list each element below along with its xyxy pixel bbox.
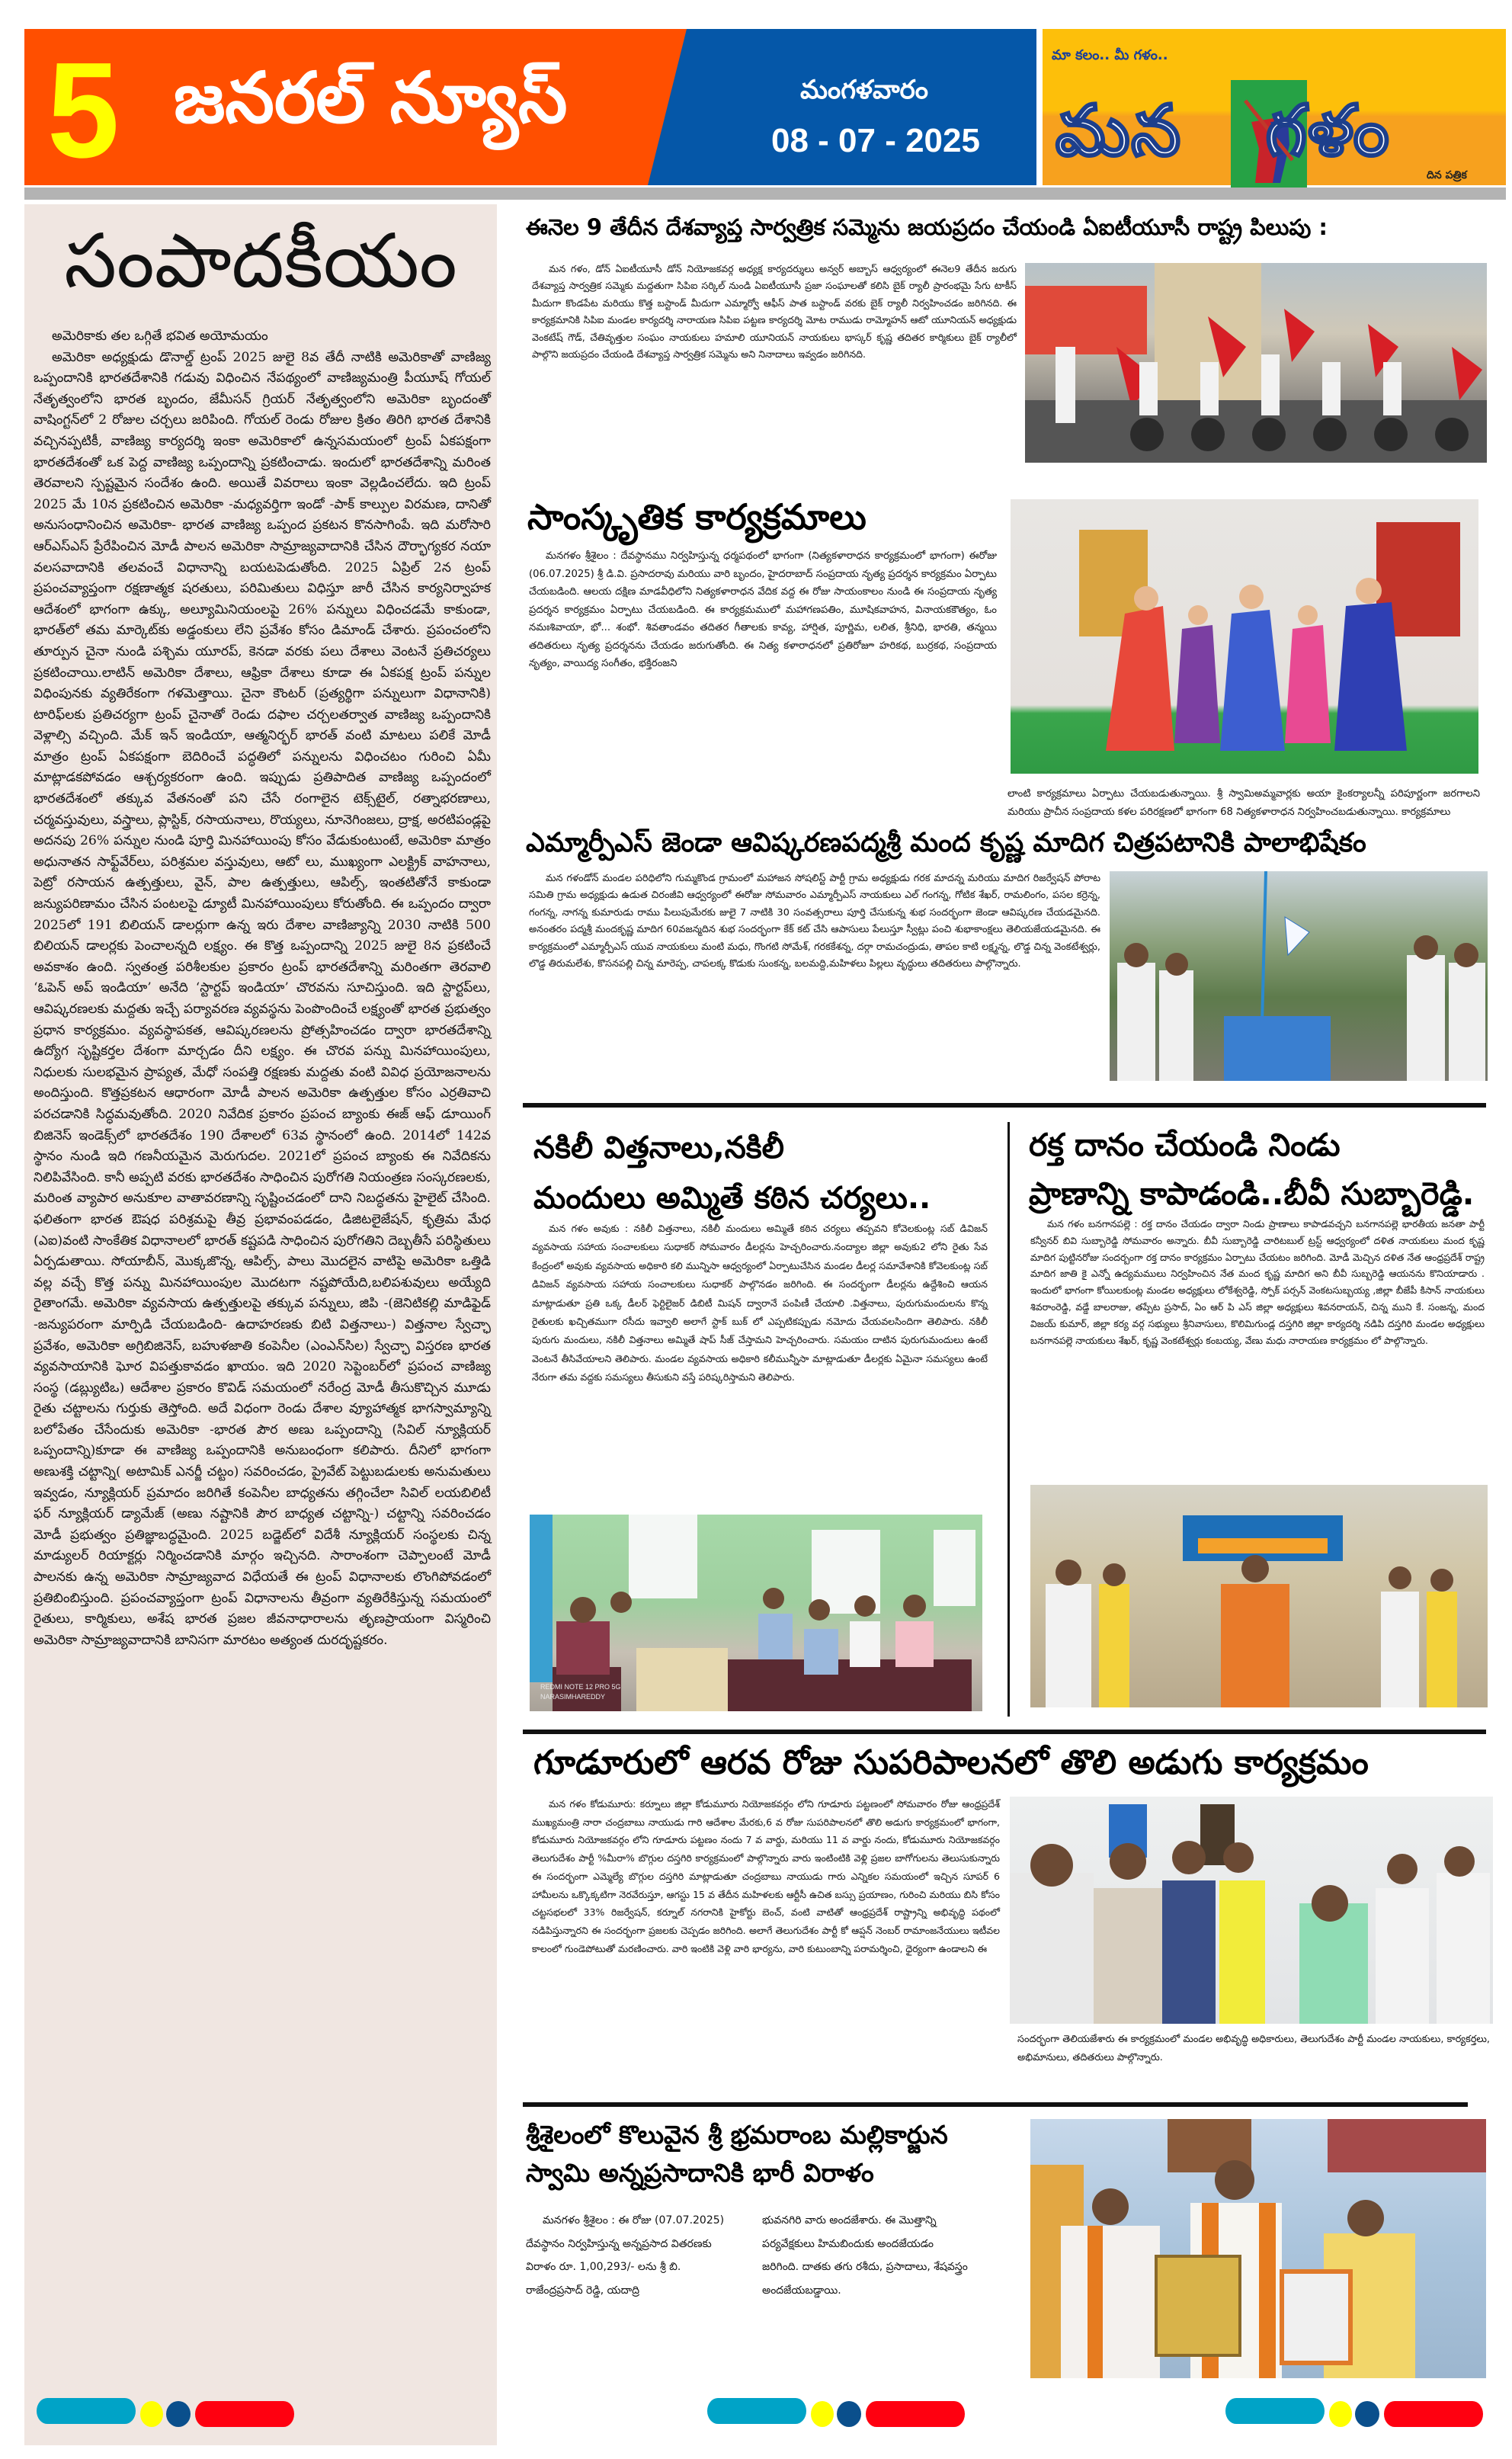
article-2-headline: సాంస్కృతిక కార్యక్రమాలు [527, 496, 867, 537]
article-3-photo [1110, 871, 1488, 1081]
editorial-subtitle: అమెరికాకు తల ఒగ్గితే భవిత అయోమయం [52, 329, 268, 344]
article-1-body [532, 261, 1017, 363]
article-6-headline: గూడూరులో ఆరవ రోజు సుపరిపాలనలో తొలి అడుగు కార్యక్రమం [533, 1743, 1369, 1782]
article-7-photo [1030, 2119, 1486, 2378]
article-6-continued-text: సందర్భంగా తెలియజేశారు ఈ కార్యక్రమంలో మండల అభివృద్ధి అధికారులు, తెలుగుదేశం పార్టీ మండల నాయకులు, కార్యకర్తలు, అభిమానులు, తదితరులు పాల్గొన్నారు. [1017, 2034, 1490, 2063]
article-4-headline-line2: మందులు అమ్మితే కఠిన చర్యలు.. [533, 1181, 931, 1216]
article-2-body-continued [1007, 785, 1480, 821]
article-4-headline [533, 1123, 931, 1223]
article-6-photo [1010, 1797, 1493, 2024]
article-2-photo [1011, 499, 1478, 774]
article-5-headline [1029, 1120, 1474, 1218]
article-4-body [532, 1220, 988, 1387]
article-7-headline [526, 2116, 948, 2192]
article-3-headline: ఎమ్మార్పీఎస్ జెండా ఆవిష్కరణపద్మశ్రీ మంద కృష్ణ మాదిగ చిత్రపటానికి పాలాభిషేకం [526, 828, 1366, 858]
editorial-text: అమెరికా అధ్యక్షుడు డొనాల్డ్ ట్రంప్ 2025 జులై 8వ తేదీ నాటికి అమెరికాతో వాణిజ్య ఒప్పందానికి భారతదేశానికి గడువు విధించిన నేపథ్యంలో వాణిజ్యమంత్రి పీయూష్ గోయల్ నేతృత్వంలోని భారత బృందం, జేమీసన్ గ్రియర్ నేతృత్వంలోని అమెరికా బృందంతో వాషింగ్టన్‌లో 2 రోజుల చర్చలు జరిపింది. గోయల్ రెండు రోజుల క్రితం తిరిగి భారత దేశానికి వచ్చినప్పటికీ, వాణిజ్య కార్యదర్శి ఇంకా అమెరికాలో ఉన్నసమయంలో ట్రంప్ ఏకపక్షంగా భారతదేశంతో ఒక పెద్ద వాణిజ్య ఒప్పందాన్ని ప్రకటించాడు. ఇందులో భారతదేశాన్ని మరింత తెరవాలని స్పష్టమైన సందేశం ఉంది. అయితే వివరాలు ఇంకా వెల్లడించలేదు. ఇది ట్రంప్ 2025 మే 10న ప్రకటించిన అమెరికా -మధ్యవర్తిగా ఇండో -పాక్ కాల్పుల విరమణ, దానితో అనుసంధానించిన అమెరికా- భారత వాణిజ్య ఒప్పంద ప్రకటన కొనసాగింపే. ఇది మరోసారి ఆర్‌ఎస్‌ఎస్ ప్రేరేపించిన మోడీ పాలన అమెరికా సామ్రాజ్యవాదానికి చేసిన దౌర్భాగ్యకర నయా వలసవాదానికి తలవంచే విధానాన్ని బయటపెడుతోంది. 2025 ఏప్రిల్ 2న ట్రంప్ ప్రపంచవ్యాప్తంగా రక్షణాత్మక షరతులు, పరిమితులు విధిస్తూ జారీ చేసిన కార్యనిర్వాహక ఆదేశంలో భాగంగా ఉక్కు, అల్యూమినియంలపై 26% పన్నులు విధించడమే కాకుండా, భారత్‌లో తమ మార్కెట్‌కు అడ్డంకులు లేని ప్రవేశం కోసం డిమాండ్ చేశారు. ప్రపంచంలోని తూర్పున చైనా నుండి పశ్చిమ యూరప్, కెనడా వరకు పలు దేశాలు వెంటనే ప్రతిచర్యలు ప్రకటించాయి.లాటిన్ అమెరికా దేశాలు, ఆఫ్రికా దేశాలు కూడా ఈ ఏకపక్ష ట్రంప్ పన్నుల విధింపునకు వ్యతిరేకంగా గళమెత్తాయి. చైనా కౌంటర్ (ప్రత్యర్థిగా పన్నులుగా విధానానికి) టారిఫ్‌లకు ప్రతిచర్యగా ట్రంప్ చైనాతో రెండు దఫాల చర్చలతర్వాత వాణిజ్య ఒప్పందానికి వెళ్లాల్సి వచ్చింది. మేక్ ఇన్ ఇండియా, ఆత్మనిర్భర్ భారత్ వంటి మాటలు పలికే మోడీ మాత్రం ట్రంప్ ఏకపక్షంగా బెదిరించే పద్ధతిలో పన్నులను విధించటం గురించి ఏమీ మాట్లాడకపోవడం ఆశ్చర్యకరంగా ఉంది. ఇప్పుడు ప్రతిపాదిత వాణిజ్య ఒప్పందంలో భారతదేశంలో తక్కువ వేతనంతో పని చేసే రంగాలైన టెక్స్‌టైల్, రత్నాభరణాలు, చర్మవస్తువులు, వస్త్రాలు, ప్లాస్టిక్, రసాయనాలు, రొయ్యలు, నూనెగింజలు, ద్రాక్ష, అరటిపండ్లపై అదనపు 26% పన్నుల నుండి పూర్తి మినహాయింపు కోసం వేడుకుంటుంటే, అమెరికా మాత్రం అధునాతన సాఫ్ట్‌వేర్‌లు, పరిశ్రమల వస్తువులు, ఆటో లు, ముఖ్యంగా ఎలక్ట్రిక్ వాహనాలు, పెట్రో రసాయన ఉత్పత్తులు, వైన్, పాల ఉత్పత్తులు, ఆపిల్స్, ఇంతటితోనే కాకుండా జన్యుపరిణామం చేసిన పంటలపై డ్యూటీ మినహాయింపులు కోరుతోంది. ఈ ఒప్పందం ద్వారా 2025లో 191 బిలియన్ డాలర్లుగా ఉన్న ఇరు దేశాల వాణిజ్యాన్ని 2030 నాటికి 500 బిలియన్ డాలర్లకు పెంచాలన్నది లక్ష్యం. ఈ కొత్త ఒప్పందాన్ని 2025 జులై 8న ప్రకటించే అవకాశం ఉంది. స్వతంత్ర పరిశీలకుల ప్రకారం ట్రంప్ భారతదేశాన్ని మరింతగా తెరవాలి ‘ఓపెన్ అప్ ఇండియా’ అనేది ‘స్టార్టప్ ఇండియా’ చొరవను సూచిస్తుంది. ఇది స్టార్టప్‌లు, ఆవిష్కరణలకు మద్దతు ఇచ్చే పర్యావరణ వ్యవస్థను పెంపొందించే లక్ష్యంతో భారత ప్రభుత్వం ప్రధాన కార్యక్రమం. వ్యవస్థాపకత, ఆవిష్కరణలను ప్రోత్సహించడం ద్వారా భారతదేశాన్ని ఉద్యోగ సృష్టికర్తల దేశంగా మార్చడం దీని లక్ష్యం. ఈ చొరవ పన్ను మినహాయింపులు, నిధులకు సులభమైన ప్రాప్యత, మేధో సంపత్తి రక్షణకు మద్దతు వంటి వివిధ ప్రయోజనాలను అందిస్తుంది. కొత్తప్రకటన ఆధారంగా మోడీ పాలన అమెరికా ఉత్పత్తుల కోసం ఎర్రతివాచి పరచడానికి సిద్ధమవుతోంది. 2020 నివేదిక ప్రకారం ప్రపంచ బ్యాంకు ఈజ్ ఆఫ్ డూయింగ్ బిజినెస్ ఇండెక్స్‌లో భారతదేశం 190 దేశాలలో 63వ స్థానంలో ఉంది. 2014లో 142వ స్థానం నుండి ఇది గణనీయమైన మెరుగుదల. 2021లో ప్రపంచ బ్యాంకు ఈ నివేదికను నిలిపివేసింది. కానీ అప్పటి వరకు భారతదేశం సాధించిన పురోగతి నియంత్రణ సంస్కరణలకు, మరింత వ్యాపార అనుకూల వాతావరణాన్ని సృష్టించడంలో దాని నిబద్ధతను హైలైట్ చేసింది. ఫలితంగా భారత ఔషధ పరిశ్రమపై తీవ్ర ప్రభావంపడడం, డిజిటలైజేషన్, కృత్రిమ మేధ (ఎఐ)వంటి సాంకేతిక విధానాలలో భారత్ కష్టపడి సాధించిన పురోగతిని దెబ్బతీసే పరిస్థితులు ఏర్పడుతాయి. సోయాబీన్, మొక్కజొన్న, ఆపిల్స్, పాలు మొదలైన వాటిపై అమెరికా ఒత్తిడి వల్ల వచ్చే కొత్త పన్ను మినహాయింపుల మొదటగా నష్టపోయేది,బలిపశువులు అయ్యేది రైతాంగమే. అమెరికా వ్యవసాయ ఉత్పత్తులపై తక్కువ పన్నులు, జిపి -(జెనిటికల్లి మాడిఫైడ్ -జన్యుపరంగా మార్పిడి చేయబడింది- ఉదాహరణకు బిటి విత్తనాలు-) విత్తనాల స్వేచ్ఛా ప్రవేశం, అమెరికా అగ్రిబిజినెస్, బహుళజాతి కంపెనీల (ఎంఎన్‌సిల) స్వేచ్ఛా విస్తరణ భారత వ్యవసాయానికి ఘోర విపత్తుకావడం ఖాయం. ఇది 2020 సెప్టెంబర్‌లో ప్రపంచ వాణిజ్య సంస్థ (డబ్ల్యుటిఒ) ఆదేశాల ప్రకారం కొవిడ్ సమయంలో నరేంద్ర మోడీ తీసుకొచ్చిన మూడు రైతు చట్టాలను గుర్తుకు తెస్తోంది. అదే విధంగా రెండు దేశాల వ్యూహాత్మక భాగస్వామ్యాన్ని బలోపేతం చేసేందుకు అమెరికా -భారత పౌర అణు ఒప్పందాన్ని (సివిల్ న్యూక్లియర్ ఒప్పందాన్ని)కూడా ఈ వాణిజ్య ఒప్పందానికి అనుబంధంగా కలిపారు. దీనిలో భాగంగా అణుశక్తి చట్టాన్ని( అటామిక్ ఎనర్జీ చట్టం) సవరించడం, ప్రైవేట్ పెట్టుబడులకు అనుమతులు ఇవ్వడం, న్యూక్లియర్ ప్రమాదం జరిగితే కంపెనీల బాధ్యతను తగ్గించేలా సివిల్ లయబిలిటీ ఫర్ న్యూక్లియర్ డ్యామేజ్ (అణు నష్టానికి పౌర బాధ్యత చట్టాన్ని-) చట్టాన్ని సవరించడం మోడీ ప్రభుత్వం ప్రతిజ్ఞాబద్ధమైంది. 2025 బడ్జెట్‌లో విదేశీ న్యూక్లియర్ సంస్థలకు చిన్న మాడ్యులర్ రియాక్టర్లు నిర్మించడానికి మార్గం ఇచ్చినది. సారాంశంగా చెప్పాలంటే మోడీ పాలనకు ఉన్న అమెరికా సామ్రాజ్యవాద విధేయతే ఈ ట్రంప్ విధానాలకు లొంగిపోవడంలో ప్రతిబింబిస్తుంది. ప్రపంచవ్యాప్తంగా ట్రంప్ విధానాలను తీవ్రంగా వ్యతిరేకిస్తున్న సమయంలో రైతులు, కార్మికులు, అశేష భారత ప్రజల జీవనాధారాలను తృణప్రాయంగా విస్మరించి అమెరికా సామ్రాజ్యవాదానికి బానిసగా మారటం అత్యంత దురదృష్టకరం. [34, 349, 491, 1648]
logo-name-left: మన [1056, 90, 1182, 172]
article-7-body-col1 [526, 2209, 732, 2302]
logo-tagline: మా కలం.. మీ గళం.. [1052, 47, 1168, 63]
footer-pill-cyan [37, 2398, 136, 2424]
article-2-continued-text: లాంటి కార్యక్రమాలు ఏర్పాటు చేయబడుతున్నాయి. శ్రీ స్వామిఅమ్మవార్లకు అయా కైంకర్యాలన్నీ పరిపూర్ణంగా జరగాలని మరియు ప్రాచీన సంప్రదాయ కళల పరిరక్షణలో భాగంగా 68 నిత్యకళారాధన నిర్వహించబడుతున్నాయి. కార్యక్రమాలు [1007, 788, 1480, 818]
logo-subtitle: దిన పత్రిక [1427, 169, 1467, 181]
article-5-headline-line2: ప్రాణాన్ని కాపాడండి..బీవీ సుబ్బారెడ్డి. [1029, 1175, 1475, 1212]
flag-hoisting-image [1110, 871, 1488, 1081]
article-7-body-col2 [762, 2209, 968, 2302]
section-divider [523, 1103, 1486, 1108]
footer-pill-red [866, 2401, 965, 2427]
article-7-text-col2: భువనగిరి వారు అందజేశారు. ఈ మొత్తాన్ని పర్యవేక్షకులు హిమబిందుకు అందజేయడం జరిగింది. దాతకు తగు రశీదు, ప్రసాదాలు, శేషవస్త్రం అందజేయబడ్డాయి. [762, 2214, 968, 2297]
article-3-text: మన గళండోన్ మండల పరిధిలోని గుమ్మకొండ గ్రామంలో మహాజన సోషలిస్ట్ పార్టీ గ్రామ అధ్యక్షుడు గరక మాదన్న మరియు మాదిగ రిజర్వేషన్ పోరాట సమితి గ్రామ అధ్యక్షుడు ఉడుత చిరంజీవి ఆధ్వర్యంలో ఈరోజు సోమవారం ఎమ్మార్పీఎస్ నాయకులు ఎల్ గంగన్న, గోటిక శేఖర్, రామలింగం, పసల కర్రెన్న, గంగన్న, నాగన్న కుమారుడు రాము పిలుపుమేరకు జులై 7 నాటికి 30 సంవత్సరాలు పూర్తి చేసుకున్న శుభ సందర్భంగా జెండా ఆవిష్కరణ చేయడమైనది. అనంతరం పద్మశ్రీ మందకృష్ణ మాదిగ 60వజన్మదిన శుభ సందర్భంగా కేక్ కట్ చేసి ఆపాసులు పేలుస్తూ స్వీట్లు పంచి శుభాకాంక్షలు తెలియజేయడమైనది. ఈ కార్యక్రమంలో ఎమ్మార్పీఎస్ యువ నాయకులు మంటి మధు, గొంగటి సోమేశ్, గరకకేశన్న, దర్గా రామచంద్రుడు, తాపల కాటి లక్ష్మన్న, లొడ్డ చిన్న వెంకటేశ్వర్లు, లొడ్డ తిరుమలేశు, కొసనపల్లి చిన్న మారెప్ప, చాపలక్క కొడుకు సుంకన్న, బలమద్ది,మహిళలు పిల్లలు వృద్ధులు తదితరులు పాల్గొన్నారు. [529, 873, 1100, 970]
house-visit-image [1010, 1797, 1493, 2024]
donation-ceremony-image [1030, 2119, 1486, 2378]
photo-watermark-author: NARASIMHAREDDY [540, 1693, 606, 1701]
article-2-text: మనగళం శ్రీశైలం : దేవస్థానము నిర్వహిస్తున్న ధర్మపథంలో భాగంగా (నిత్యకళారాధన కార్యక్రమంలో భాగంగా) ఈరోజు (06.07.2025) శ్రీ డి.వి. ప్రసాదరావు మరియు వారి బృందం, హైదరాబాద్ సంప్రదాయ నృత్య ప్రదర్శన కార్యక్రమం ఏర్పాటు చేయబడింది. ఆలయ దక్షిణ మాడవీధిలోని నిత్యకళారాధన వేదిక వద్ద ఈ రోజు సాయంకాలం నుండి ఈ సంప్రదాయ నృత్య ప్రదర్శన కార్యక్రమం ఏర్పాటు చేయబడింది. ఈ కార్యక్రమములో మహాగణపతిం, మూషికవాహన, వినాయకకౌత్యం, ఓం నమఃశివాయా, భో... శంభో. శివతాండవం తదితర గీతాలకు కావ్య, హార్షిత, పూర్ణిమ, లలిత, శ్రీనిధి, భారతి, తన్మయి తదితరులు నృత్య ప్రదర్శనను చేయడం జరుగుతోంది. ఈ నిత్య కళారాధనలో ప్రతిరోజూ హరికథ, బుర్రకథ, సంప్రదాయ నృత్యం, వాయిద్య సంగీతం, భక్తిరంజని [529, 550, 997, 669]
section-title: జనరల్ న్యూస్ [174, 57, 568, 139]
article-7-headline-line1: శ్రీశైలంలో కొలువైన శ్రీ భ్రమరాంబ మల్లికార్జున [526, 2120, 948, 2150]
footer-pill-yellow [140, 2401, 163, 2427]
blood-donation-image [1030, 1485, 1488, 1707]
footer-pill-red [1384, 2401, 1483, 2427]
section-divider [523, 1730, 1486, 1734]
page-number: 5 [47, 34, 120, 187]
footer-pill-cyan [1225, 2398, 1325, 2424]
photo-watermark-device: REDMI NOTE 12 PRO 5G [540, 1683, 621, 1691]
column-divider [1007, 1122, 1010, 1717]
footer-pill-red [195, 2401, 294, 2427]
article-6-body-continued [1017, 2031, 1490, 2067]
article-5-text: మన గళం బనగానపల్లె : రక్త దానం చేయడం ద్వారా నిండు ప్రాణాలు కాపాడవచ్చని బనగానపల్లె భారతీయ జనతా పార్టీ కన్వీనర్ బివి సుబ్బారెడ్డి సోమవారం అన్నారు. బీవీ సుబ్బారెడ్డి చారిటబుల్ ట్రస్ట్ ఆధ్వర్యంలో దళిత నాయకులు మంద కృష్ణ మాదిగ పుట్టినరోజు సందర్బంగా రక్త దానం కార్యక్రమం ఏర్పాటు చేయటం జరిగింది. మోడీ మెచ్చిన దళిత నేత ఆంధ్రప్రదేశ్ రాష్ట్ర మాదిగ జాతి కై ఎన్నో ఉద్యమములు నిర్వహించిన నేత మంద కృష్ణ మాదిగ అని బీవీ సుబ్బరెడ్డి ఆయనను కొనియాడారు . ఇందులో భాగంగా కోయిలకుంట్ల మండల అధ్యక్షులు లోకేశ్వరెడ్డి, స్పోక్ పర్సన్ వెంకటసుబ్బయ్య ,జిల్లా బీజేపీ కిసాన్ నాయకులు శివరాంరెడ్డి, వడ్డే బాలరాజు, తప్పేట ప్రసాద్, ఏం ఆర్ పి ఎస్ జిల్లా అధ్యక్షులు శివనరాయన్, చిన్న ముని కే. సంజన్న, మంద విజయ్ కుమార్, జిల్లా కర్య వర్గ సభ్యులు శ్రీనివాసులు, కొలిమిగుండ్ల దస్తగిరి జిల్లా కార్యదర్శి నడిపి దస్తగిరి మండల అధ్యక్షులు బనగానపల్లె నాయకులు శేఖర్, కృష్ణ వెంకటేశ్వర్లు కంబయ్య, వేణు మధు నారాయణ కార్యక్రమం లో పాల్గొన్నారు. [1030, 1218, 1485, 1346]
article-5-photo [1030, 1485, 1488, 1707]
article-1-headline: ఈనెల 9 తేదీన దేశవ్యాప్త సార్వత్రిక సమ్మెను జయప్రదం చేయండి ఏఐటీయూసీ రాష్ట్ర పిలుపు : [526, 214, 1328, 240]
header-divider [24, 188, 1506, 200]
dance-performance-image [1011, 499, 1478, 774]
article-5-headline-line1: రక్త దానం చేయండి నిండు [1029, 1127, 1341, 1163]
photo-watermark [540, 1682, 621, 1702]
editorial-body [34, 326, 491, 1651]
article-7-headline-line2: స్వామి అన్నప్రసాదానికి భారీ విరాళం [526, 2158, 874, 2188]
footer-pill-blue [837, 2401, 861, 2427]
footer-pill-blue [166, 2401, 191, 2427]
footer-pill-yellow [811, 2401, 834, 2427]
footer-pill-yellow [1329, 2401, 1352, 2427]
issue-day: మంగళవారం [800, 75, 928, 105]
article-3-body [529, 870, 1100, 973]
article-6-body [532, 1795, 1000, 1957]
article-4-text: మన గళం అవుకు : నకిలీ విత్తనాలు, నకిలీ మందులు అమ్మితే కఠిన చర్యలు తప్పవని కోవెలకుంట్ల సబ్ డివిజన్ వ్యవసాయ సహాయ సంచాలకులు సుధాకర్ సోమవారం డీలర్లను హెచ్చరించారు.నంద్యాల జిల్లా అవుకు2 లోని రైతు సేవ కేంద్రంలో అవుకు వ్యవసాయ అధికారి కలి మున్నిసా ఆధ్వర్యంలో ఏర్పాటుచేసిన మండల డీలర్ల సమావేశానికి కోవెలకుంట్ల సబ్ డివిజన్ వ్యవసాయ సహాయ సంచాలకులు సుధాకర్ పాల్గొనడం జరిగింది. ఈ సందర్భంగా డీలర్లను ఉద్దేశించి ఆయన మాట్లాడుతూ ప్రతి ఒక్క డీలర్ ఫెర్టిలైజర్ డిబిటీ మిషన్ ద్వారానే పంపిణీ చేయాలి .విత్తనాలు, పురుగుమందులను కొన్న రైతులకు ఖచ్చితముగా రసీదు ఇవ్వాలి అలాగే స్టాక్ బుక్ లో ఎప్పటికప్పుడు నమోదు చేయవలసిందిగా తెలిపారు. నకిలీ పురుగు మందులు, నకిలీ విత్తనాలు అమ్మితే షాప్ సీజ్ చేస్తామని హెచ్చరించారు. సమయం దాటిన పురుగుమందులు ఉంటే వెంటనే తీసివేయాలని తెలిపారు. మండల వ్యవసాయ అధికారి కలీమున్నీసా మాట్లాడుతూ డీలర్లకు ఏమైనా సమస్యలు ఉంటే నేరుగా తమ వద్దకు సమస్యలు తీసుకుని వస్తే పరిష్కరిస్తామని తెలిపారు. [532, 1223, 988, 1383]
section-divider [523, 2102, 1468, 2107]
article-4-headline-line1: నకిలీ విత్తనాలు,నకిలీ [533, 1130, 785, 1165]
logo-name-right: గళం [1265, 90, 1391, 172]
article-1-text: మన గళం, డోన్ ఏఐటీయూసీ డోన్ నియోజకవర్గ అధ్యక్ష కార్యదర్శులు అన్వర్ అబ్బాస్ ఆధ్వర్యంలో ఈనెల9 తేదీన జరుగు దేశవ్యాప్త సార్వత్రిక సమ్మెకు మద్దతుగా సిపిఐ సర్కిల్ నుండి ఏఐటీయూసీ ప్రజా సంఘాలతో కలిసి బైక్ ర్యాలీ ప్రారంభమై సేగు టాకీస్ మీదుగా కొండపేట మరియు కొత్త బస్టాండ్ మీదుగా ఎమ్మార్వో ఆఫీస్ పాత బస్టాండ్ వరకు బైక్ ర్యాలీ నిర్వహించడం జరిగినది. ఈ కార్యక్రమానికి సిపిఐ మండల కార్యదర్శి నారాయణ సిపిఐ పట్టణ కార్యదర్శి మోట రాముడు రామ్మోహన్ ఆటో యూనియన్ అధ్యక్షుడు వెంకటేష్ గౌడ్, చేతివృత్తుల సంఘం నాయకులు హమాలి యూనియన్ నాయకులు భాస్కర్ కృష్ణ తదితర కార్మికులు బైక్ ర్యాలీలో పాల్గొని జయప్రదం చేయండి దేశవ్యాప్త సార్వత్రిక సమ్మెను అని నినాదాలు ఇవ్వడం జరిగినది. [532, 263, 1017, 361]
article-4-photo [530, 1515, 982, 1711]
article-1-photo [1025, 263, 1487, 463]
bike-rally-image [1025, 263, 1487, 463]
logo-name [1056, 90, 1391, 189]
footer-pill-cyan [707, 2398, 806, 2424]
editorial-title: సంపాదకీయం [64, 218, 457, 305]
article-6-text: మన గళం కోడుమూరు: కర్నూలు జిల్లా కోడుమూరు నియోజకవర్గం లోని గూడూరు పట్టణంలో సోమవారం రోజు ఆంధ్రప్రదేశ్ ముఖ్యమంత్రి నారా చంద్రబాబు నాయుడు గారి ఆదేశాల మేరకు,6 వ రోజు సుపరిపాలనలో తొలి అడుగు కార్యక్రమంలో భాగంగా, కోడుమూరు నియోజకవర్గం లోని గూడూరు పట్టణం నందు 7 వ వార్డు, మరియు 11 వ వార్డు నందు, కోడుమూరు నియోజకవర్గం తెలుగుదేశం పార్టీ %మీరా% బొగ్గుల దస్తగిరి కార్యక్రమంలో పాల్గొన్నారు వారు ఇంటింటికి వెళ్లి ప్రజల బాగోగులను తెలుసుకున్నారు ఈ సందర్భంగా ఎమ్మెల్యే బొగ్గుల దస్తగిరి మాట్లాడుతూ చంద్రబాబు నాయుడు గారు ఎన్నికల సమయంలో ఇచ్చిన సూపర్ 6 హామీలను ఒక్కొక్కటిగా నెరవేరుస్తూ, ఆగస్టు 15 వ తేదీన మహిళలకు ఆర్టీసీ ఉచిత బస్సు ప్రయాణం, గురించి మరియు బిసి కోసం చట్టసభలలో 33% రిజర్వేషన్, కర్నూల్ నగరానికి హైకోర్టు బెంచ్, వంటి వాటితో ఆంధ్రప్రదేశ్ రాష్ట్రాన్ని అభివృద్ధి పథంలో నడిపిస్తున్నారని ఈ సందర్భంగా ప్రజలకు చెప్పడం జరిగింది. అలాగే తెలుగుదేశం పార్టీ కో ఆప్షన్ నెంబర్ రామాంజనేయులు ఇటీవల కాలంలో గుండెపోటుతో మరణించారు. వారి ఇంటికి వెళ్లి వారి భార్యను, వారి కుటుంబాన్ని పరామర్శించి, ధైర్యంగా ఉండాలని ఈ [532, 1798, 1000, 1954]
footer-pill-blue [1355, 2401, 1379, 2427]
article-5-body [1030, 1216, 1485, 1348]
issue-date: 08 - 07 - 2025 [771, 122, 980, 159]
article-2-body [529, 547, 997, 673]
article-7-text-col1: మనగళం శ్రీశైలం : ఈ రోజు (07.07.2025) దేవస్థానం నిర్వహిస్తున్న అన్నప్రసాద వితరణకు విరాళం రూ. 1,00,293/- లను శ్రీ బి. రాజేంద్రప్రసాద్ రెడ్డి, యదాద్రి [526, 2214, 725, 2297]
